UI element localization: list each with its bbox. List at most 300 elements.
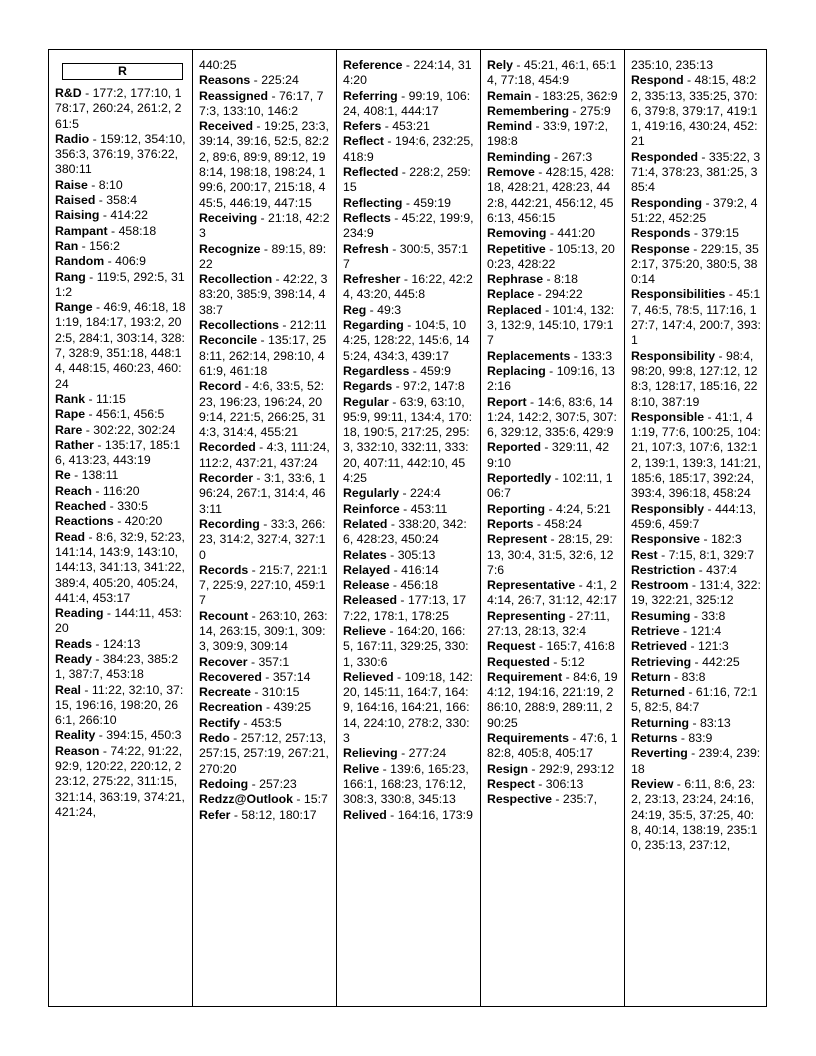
index-page-refs: 224:4 bbox=[409, 486, 441, 501]
index-page-refs: 164:16, 173:9 bbox=[397, 807, 473, 822]
index-term: Responsive bbox=[631, 532, 701, 547]
index-entry: Ran - 156:2 bbox=[55, 238, 120, 253]
index-entry: Raise - 8:10 bbox=[55, 177, 123, 192]
index-entry: Responding - 379:2, 451:22, 452:25 bbox=[631, 195, 758, 225]
index-entry bbox=[631, 58, 762, 73]
index-term: Record bbox=[199, 379, 242, 394]
index-entry: Redzz@Outlook - 15:7 bbox=[199, 792, 328, 807]
index-term: Raised bbox=[55, 193, 96, 208]
index-entry: Responded - 335:22, 371:4, 378:23, 381:25, 385:4 bbox=[631, 149, 761, 195]
index-entry: Rectify - 453:5 bbox=[199, 715, 282, 730]
index-entry: Recognize - 89:15, 89:22 bbox=[199, 241, 327, 271]
index-entry: Replaced - 101:4, 132:3, 132:9, 145:10, 179:17 bbox=[487, 302, 615, 348]
index-entry: Reflects - 45:22, 199:9, 234:9 bbox=[343, 210, 474, 241]
index-page-refs: 105:13, 200:23, 428:22 bbox=[487, 241, 615, 271]
index-term: Reporting bbox=[487, 501, 546, 516]
index-entry: Referring - 99:19, 106:24, 408:1, 444:17 bbox=[343, 88, 471, 118]
index-page-refs: 335:22, 371:4, 378:23, 381:25, 385:4 bbox=[631, 149, 761, 195]
index-term: Rely bbox=[487, 58, 513, 72]
index-page-refs: 159:12, 354:10, 356:3, 376:19, 376:22, 380:11 bbox=[55, 131, 186, 177]
index-term: Recreation bbox=[199, 700, 263, 715]
index-term: Retrieving bbox=[631, 654, 692, 669]
index-entry: Return - 83:8 bbox=[631, 669, 706, 684]
index-page-refs: 329:11, 429:10 bbox=[487, 440, 610, 470]
index-page-refs: 300:5, 357:17 bbox=[343, 241, 469, 271]
index-term: Rectify bbox=[199, 715, 241, 730]
index-page-refs: 379:2, 451:22, 452:25 bbox=[631, 195, 758, 225]
index-page-refs: 182:3 bbox=[710, 532, 742, 547]
index-term: Responding bbox=[631, 195, 703, 210]
index-entry: Repetitive - 105:13, 200:23, 428:22 bbox=[487, 241, 615, 271]
index-entry: Response - 229:15, 352:17, 375:20, 380:5, 380:14 bbox=[631, 241, 759, 287]
index-page-refs: 458:18 bbox=[118, 223, 157, 238]
index-page-refs: 420:20 bbox=[124, 514, 163, 529]
index-term: Rephrase bbox=[487, 272, 544, 287]
index-term: Responded bbox=[631, 149, 698, 164]
index-entry: Rephrase - 8:18 bbox=[487, 272, 578, 287]
index-page-refs: 45:22, 199:9, 234:9 bbox=[343, 210, 474, 241]
index-entry: Record - 4:6, 33:5, 52:23, 196:23, 196:24, 209:14, 221:5, 266:25, 314:3, 314:4, 455:21 bbox=[199, 379, 326, 440]
index-term: Refresher bbox=[343, 272, 401, 287]
index-term: Response bbox=[631, 241, 690, 256]
index-entry: Retrieving - 442:25 bbox=[631, 654, 740, 669]
index-term: Recover bbox=[199, 654, 248, 669]
index-page-refs: 305:13 bbox=[397, 547, 436, 562]
index-entry: Reflecting - 459:19 bbox=[343, 195, 452, 210]
index-page-refs: 406:9 bbox=[115, 254, 146, 269]
index-page-refs: 456:1, 456:5 bbox=[96, 407, 165, 422]
index-page-refs: 21:18, 42:23 bbox=[199, 210, 330, 241]
index-page-refs: 124:13 bbox=[102, 636, 141, 651]
index-entry: Request - 165:7, 416:8 bbox=[487, 639, 615, 654]
index-term: Reassigned bbox=[199, 88, 269, 103]
index-page-refs: 165:7, 416:8 bbox=[546, 639, 615, 654]
index-term: Relates bbox=[343, 547, 387, 562]
index-term: Replaced bbox=[487, 302, 542, 317]
index-entry: Reinforce - 453:11 bbox=[343, 501, 448, 516]
index-term: Release bbox=[343, 578, 390, 593]
index-entry: Report - 14:6, 83:6, 141:24, 142:2, 307:5, 307:6, 329:12, 335:6, 429:9 bbox=[487, 394, 617, 440]
index-entry: Representative - 4:1, 24:14, 26:7, 31:12, 42:17 bbox=[487, 578, 617, 608]
index-entry: Reconcile - 135:17, 258:11, 262:14, 298:10, 461:9, 461:18 bbox=[199, 333, 327, 378]
index-term: Reportedly bbox=[487, 471, 552, 486]
index-page-refs: 121:4 bbox=[690, 623, 722, 638]
index-page-refs: 74:22, 91:22, 92:9, 120:22, 220:12, 223:12, 275:22, 311:15, 321:14, 363:19, 374:21, 421:24, bbox=[55, 743, 185, 819]
index-page-refs: 139:6, 165:23, 166:1, 168:23, 176:12, 308:3, 330:8, 345:13 bbox=[343, 761, 469, 807]
index-page-refs: 459:19 bbox=[413, 195, 452, 210]
index-page-refs: 48:15, 48:22, 335:13, 335:25, 370:6, 379:8, 379:17, 419:11, 419:16, 430:24, 452:21 bbox=[631, 73, 758, 149]
index-entry: Recreation - 439:25 bbox=[199, 700, 312, 715]
index-page-refs: 45:17, 46:5, 78:5, 117:16, 127:7, 147:4, 200:7, 393:1 bbox=[631, 287, 761, 348]
index-page-refs: 98:4, 98:20, 99:8, 127:12, 128:3, 128:17, 185:16, 228:10, 387:19 bbox=[631, 348, 758, 409]
index-term: Retrieved bbox=[631, 639, 688, 654]
index-term: Reason bbox=[55, 743, 100, 758]
index-page-refs: 33:8 bbox=[701, 608, 726, 623]
index-column-2 bbox=[193, 50, 337, 1006]
index-entry: Read - 8:6, 32:9, 52:23, 141:14, 143:9, 143:10, 144:13, 341:13, 341:22, 389:4, 405:20, 405:24, 441:4, 453:17 bbox=[55, 529, 185, 605]
index-term: Reference bbox=[343, 58, 403, 72]
index-entry: Raised - 358:4 bbox=[55, 193, 138, 208]
index-page-refs: 4:6, 33:5, 52:23, 196:23, 196:24, 209:14, 221:5, 266:25, 314:3, 314:4, 455:21 bbox=[199, 379, 326, 440]
index-term: Recount bbox=[199, 608, 249, 623]
index-entry: Remove - 428:15, 428:18, 428:21, 428:23, 442:8, 442:21, 456:12, 456:13, 456:15 bbox=[487, 165, 615, 225]
index-page-refs: 357:1 bbox=[258, 654, 290, 669]
index-entry: Reassigned - 76:17, 77:3, 133:10, 146:2 bbox=[199, 88, 324, 118]
index-term: Responsible bbox=[631, 409, 705, 424]
index-page-refs: 4:1, 24:14, 26:7, 31:12, 42:17 bbox=[487, 578, 617, 608]
index-term: Reflect bbox=[343, 134, 385, 149]
index-page-refs: 229:15, 352:17, 375:20, 380:5, 380:14 bbox=[631, 241, 759, 287]
index-term: Replace bbox=[487, 287, 535, 302]
index-page-refs: 138:11 bbox=[81, 468, 119, 483]
index-term: Returns bbox=[631, 731, 678, 746]
index-term: Reinforce bbox=[343, 501, 400, 516]
index-term: Re bbox=[55, 468, 71, 483]
index-page-refs: 224:14, 314:20 bbox=[343, 58, 472, 88]
index-term: Respective bbox=[487, 792, 552, 807]
index-term: Represent bbox=[487, 532, 548, 547]
index-page-refs: 102:11, 106:7 bbox=[487, 471, 613, 501]
index-entry: Reporting - 4:24, 5:21 bbox=[487, 501, 611, 516]
index-entry: Release - 456:18 bbox=[343, 578, 439, 593]
index-page-refs: 444:13, 459:6, 459:7 bbox=[631, 501, 757, 531]
index-term: Regards bbox=[343, 379, 393, 394]
index-page-refs: 239:4, 239:18 bbox=[631, 746, 761, 776]
index-term: Reading bbox=[55, 606, 104, 621]
index-term: Related bbox=[343, 516, 388, 531]
index-page-refs: 330:5 bbox=[117, 499, 148, 514]
index-entry: Raising - 414:22 bbox=[55, 208, 148, 223]
index-term: Responsibly bbox=[631, 501, 705, 516]
index-entry: Records - 215:7, 221:17, 225:9, 227:10, 459:17 bbox=[199, 562, 328, 608]
index-page-refs: 104:5, 104:25, 128:22, 145:6, 145:24, 434:3, 439:17 bbox=[343, 318, 470, 363]
index-page-refs: 8:6, 32:9, 52:23, 141:14, 143:9, 143:10, 144:13, 341:13, 341:22, 389:4, 405:20, 405:24, 441:4, 453:17 bbox=[55, 529, 185, 605]
index-term: Reached bbox=[55, 499, 107, 514]
index-term: Random bbox=[55, 254, 105, 269]
index-page-refs: 41:1, 41:19, 77:6, 100:25, 104:21, 107:3, 107:6, 132:12, 139:1, 139:3, 141:21, 185:6, 185:17, 392:24, 393:4, 396:18, 458:24 bbox=[631, 409, 761, 501]
index-page-refs: 83:8 bbox=[681, 669, 706, 684]
index-page-refs: 416:14 bbox=[401, 562, 439, 577]
index-term: Reg bbox=[343, 302, 367, 317]
index-term: Regardless bbox=[343, 363, 410, 378]
index-entry: Responsibilities - 45:17, 46:5, 78:5, 117:16, 127:7, 147:4, 200:7, 393:1 bbox=[631, 287, 761, 348]
index-entry: Relates - 305:13 bbox=[343, 547, 436, 562]
index-page-refs: 15:7 bbox=[303, 792, 328, 807]
index-page-refs: 453:21 bbox=[392, 119, 430, 134]
index-entry: Regards - 97:2, 147:8 bbox=[343, 379, 465, 394]
index-page-refs: 116:20 bbox=[102, 483, 140, 498]
index-page-refs: 228:2, 259:15 bbox=[343, 165, 471, 195]
index-entry: Rest - 7:15, 8:1, 329:7 bbox=[631, 547, 755, 562]
index-page-refs: 101:4, 132:3, 132:9, 145:10, 179:17 bbox=[487, 302, 615, 348]
index-page-refs: 33:9, 197:2, 198:8 bbox=[487, 119, 608, 149]
index-entry: Responsibly - 444:13, 459:6, 459:7 bbox=[631, 501, 757, 531]
index-entry: Reads - 124:13 bbox=[55, 636, 141, 651]
index-term: Representative bbox=[487, 578, 576, 593]
index-term: Refresh bbox=[343, 241, 389, 256]
index-page-refs: 83:9 bbox=[688, 731, 713, 746]
index-page-refs: 306:13 bbox=[545, 776, 584, 791]
index-column-1 bbox=[49, 50, 193, 1006]
index-term: Records bbox=[199, 562, 249, 577]
index-entry: Redo - 257:12, 257:13, 257:15, 257:19, 267:21, 270:20 bbox=[199, 731, 329, 776]
index-term: Returned bbox=[631, 685, 685, 700]
index-entry: Responsibility - 98:4, 98:20, 99:8, 127:12, 128:3, 128:17, 185:16, 228:10, 387:19 bbox=[631, 348, 758, 409]
index-entry: Released - 177:13, 177:22, 178:1, 178:25 bbox=[343, 593, 467, 623]
index-entry: Remain - 183:25, 362:9 bbox=[487, 88, 618, 103]
index-entry: Regarding - 104:5, 104:25, 128:22, 145:6, 145:24, 434:3, 439:17 bbox=[343, 318, 470, 363]
index-term: Resuming bbox=[631, 608, 691, 623]
index-term: Rest bbox=[631, 547, 658, 562]
index-term: Reminding bbox=[487, 149, 551, 164]
index-page-refs: 394:15, 450:3 bbox=[106, 728, 182, 743]
index-term: Remembering bbox=[487, 103, 570, 118]
index-entry: Rang - 119:5, 292:5, 311:2 bbox=[55, 269, 185, 299]
index-entry: Redoing - 257:23 bbox=[199, 776, 297, 791]
index-term: Rather bbox=[55, 437, 94, 452]
index-page-refs: 89:15, 89:22 bbox=[199, 241, 327, 271]
index-entry: Reverting - 239:4, 239:18 bbox=[631, 746, 761, 776]
index-entry: Remembering - 275:9 bbox=[487, 103, 611, 118]
index-entry: Returning - 83:13 bbox=[631, 715, 731, 730]
index-page-refs: 257:12, 257:13, 257:15, 257:19, 267:21, 270:20 bbox=[199, 731, 329, 776]
index-entry: Requested - 5:12 bbox=[487, 654, 585, 669]
index-page-refs: 4:3, 111:24, 112:2, 437:21, 437:24 bbox=[199, 440, 330, 470]
index-page-refs: 14:6, 83:6, 141:24, 142:2, 307:5, 307:6, 329:12, 335:6, 429:9 bbox=[487, 394, 617, 440]
index-term: Repetitive bbox=[487, 241, 546, 256]
index-page-refs: 267:3 bbox=[561, 149, 593, 164]
index-entry: Ready - 384:23, 385:21, 387:7, 453:18 bbox=[55, 651, 179, 682]
index-term: Requested bbox=[487, 654, 550, 669]
index-entry: Review - 6:11, 8:6, 23:2, 23:13, 23:24, 24:16, 24:19, 35:5, 37:25, 40:8, 40:14, 138:19, 235:10, 235:13, 237:12, bbox=[631, 776, 758, 853]
index-column-3 bbox=[337, 50, 481, 1006]
index-term: Relayed bbox=[343, 562, 391, 577]
index-term: Ran bbox=[55, 238, 79, 253]
index-entry: Recorder - 3:1, 33:6, 196:24, 267:1, 314:4, 463:11 bbox=[199, 471, 326, 516]
index-entry: Respect - 306:13 bbox=[487, 776, 584, 791]
index-term: Report bbox=[487, 394, 527, 409]
index-term: Reflects bbox=[343, 210, 391, 225]
index-entry: Requirements - 47:6, 182:8, 405:8, 405:17 bbox=[487, 731, 618, 761]
index-entry: Requirement - 84:6, 194:12, 194:16, 221:19, 286:10, 288:9, 289:11, 290:25 bbox=[487, 669, 618, 730]
index-term: Replacing bbox=[487, 363, 546, 378]
index-term: Regularly bbox=[343, 486, 400, 501]
index-term: Reported bbox=[487, 440, 541, 455]
index-term: Respect bbox=[487, 776, 535, 791]
index-page-refs: 194:6, 232:25, 418:9 bbox=[343, 134, 474, 164]
index-entry: Reality - 394:15, 450:3 bbox=[55, 728, 182, 743]
index-term: Removing bbox=[487, 226, 547, 241]
index-entry: Refers - 453:21 bbox=[343, 119, 430, 134]
index-term: Rape bbox=[55, 407, 86, 422]
index-term: Reads bbox=[55, 636, 92, 651]
index-page-refs: 257:23 bbox=[259, 776, 297, 791]
index-page-refs: 215:7, 221:17, 225:9, 227:10, 459:17 bbox=[199, 562, 328, 608]
index-term: Relieving bbox=[343, 746, 398, 761]
index-entry: Responsible - 41:1, 41:19, 77:6, 100:25, 104:21, 107:3, 107:6, 132:12, 139:1, 139:3, 141:21, 185:6, 185:17, 392:24, 393:4, 396:18, 458:24 bbox=[631, 409, 761, 501]
index-page-refs: 28:15, 29:13, 30:4, 31:5, 32:6, 127:6 bbox=[487, 532, 614, 577]
index-page-refs: 338:20, 342:6, 428:23, 450:24 bbox=[343, 516, 467, 547]
index-page-refs: 97:2, 147:8 bbox=[403, 379, 465, 394]
index-column-5 bbox=[625, 50, 768, 1006]
index-term: Retrieve bbox=[631, 623, 680, 638]
index-page-refs: 5:12 bbox=[560, 654, 585, 669]
index-term: Resign bbox=[487, 761, 528, 776]
index-term: Reflecting bbox=[343, 195, 403, 210]
index-page-refs: 156:2 bbox=[89, 238, 120, 253]
index-page-refs: 6:11, 8:6, 23:2, 23:13, 23:24, 24:16, 24:19, 35:5, 37:25, 40:8, 40:14, 138:19, 235:10, 235:13, 237:12, bbox=[631, 776, 758, 853]
index-term: Redo bbox=[199, 731, 230, 746]
index-entry: Reports - 458:24 bbox=[487, 516, 583, 531]
index-entry: Refresher - 16:22, 42:24, 43:20, 445:8 bbox=[343, 272, 473, 302]
index-page-refs: 183:25, 362:9 bbox=[542, 88, 618, 103]
index-term: Restriction bbox=[631, 562, 696, 577]
index-page-refs: 83:13 bbox=[700, 715, 731, 730]
index-term: R&D bbox=[55, 86, 82, 100]
index-entry: Returned - 61:16, 72:15, 82:5, 84:7 bbox=[631, 685, 758, 715]
index-entry: Related - 338:20, 342:6, 428:23, 450:24 bbox=[343, 516, 467, 547]
index-page-refs: 121:3 bbox=[697, 639, 729, 654]
index-term: Read bbox=[55, 529, 86, 544]
index-page-refs: 358:4 bbox=[106, 193, 138, 208]
index-entry: Restriction - 437:4 bbox=[631, 562, 737, 577]
index-page-refs: 177:13, 177:22, 178:1, 178:25 bbox=[343, 593, 467, 623]
index-term: Redoing bbox=[199, 776, 249, 791]
index-term: Real bbox=[55, 682, 81, 697]
index-page-refs: 119:5, 292:5, 311:2 bbox=[55, 269, 185, 299]
index-entry: Resign - 292:9, 293:12 bbox=[487, 761, 615, 776]
index-term: Replacements bbox=[487, 348, 571, 363]
index-entry: Reach - 116:20 bbox=[55, 483, 140, 498]
index-page-refs: 8:10 bbox=[98, 177, 123, 192]
index-entry: Re - 138:11 bbox=[55, 468, 119, 483]
index-term: Reach bbox=[55, 483, 92, 498]
index-term: Ready bbox=[55, 651, 92, 666]
index-entry: Reactions - 420:20 bbox=[55, 514, 163, 529]
index-term: Raising bbox=[55, 208, 100, 223]
index-page-refs: 225:24 bbox=[261, 73, 299, 88]
index-page-refs: 76:17, 77:3, 133:10, 146:2 bbox=[199, 88, 324, 118]
index-page-refs: 16:22, 42:24, 43:20, 445:8 bbox=[343, 272, 473, 302]
index-term: Rare bbox=[55, 422, 83, 437]
index-entry: Respective - 235:7, bbox=[487, 792, 598, 807]
index-entry: R&D - 177:2, 177:10, 178:17, 260:24, 261:2, 261:5 bbox=[55, 86, 182, 131]
index-term: Remind bbox=[487, 119, 533, 134]
index-page-refs: 8:18 bbox=[553, 272, 578, 287]
index-page-refs: 442:25 bbox=[702, 654, 740, 669]
index-entry: Relieved - 109:18, 142:20, 145:11, 164:7, 164:9, 164:16, 164:21, 166:14, 224:10, 278:2, 330:3 bbox=[343, 669, 473, 746]
index-page-refs: 177:2, 177:10, 178:17, 260:24, 261:2, 261:5 bbox=[55, 86, 182, 131]
index-entry: Responsive - 182:3 bbox=[631, 532, 742, 547]
index-page-refs: 42:22, 383:20, 385:9, 398:14, 438:7 bbox=[199, 272, 328, 317]
index-page-refs: 441:20 bbox=[557, 226, 596, 241]
index-entry: Reached - 330:5 bbox=[55, 499, 148, 514]
index-term: Remove bbox=[487, 165, 535, 180]
index-page-refs: 46:9, 46:18, 181:19, 184:17, 193:2, 202:5, 284:1, 303:14, 328:7, 328:9, 351:18, 448:14, 448:15, 460:23, 460:24 bbox=[55, 300, 186, 391]
index-term: Rang bbox=[55, 269, 86, 284]
index-term: Refers bbox=[343, 119, 382, 134]
index-term: Relived bbox=[343, 807, 387, 822]
index-entry: Relieve - 164:20, 166:5, 167:11, 329:25, 330:1, 330:6 bbox=[343, 623, 469, 669]
index-page-refs: 133:3 bbox=[581, 348, 613, 363]
index-entry: Rank - 11:15 bbox=[55, 391, 126, 406]
index-entry: Respond - 48:15, 48:22, 335:13, 335:25, 370:6, 379:8, 379:17, 419:11, 419:16, 430:24, 452:21 bbox=[631, 73, 758, 149]
index-page-refs: 263:10, 263:14, 263:15, 309:1, 309:3, 309:9, 309:14 bbox=[199, 608, 328, 654]
index-page-refs: 131:4, 322:19, 322:21, 325:12 bbox=[631, 578, 761, 608]
index-page-refs: 440:25 bbox=[199, 58, 237, 72]
index-term: Reflected bbox=[343, 165, 399, 180]
index-entry: Representing - 27:11, 27:13, 28:13, 32:4 bbox=[487, 608, 610, 638]
index-entry: Recovered - 357:14 bbox=[199, 669, 311, 684]
index-page-refs: 275:9 bbox=[579, 103, 611, 118]
index-page-refs: 7:15, 8:1, 329:7 bbox=[668, 547, 755, 562]
index-page-refs: 3:1, 33:6, 196:24, 267:1, 314:4, 463:11 bbox=[199, 471, 326, 516]
index-entry bbox=[199, 58, 330, 73]
index-entry: Resuming - 33:8 bbox=[631, 608, 726, 623]
index-page-refs: 235:7, bbox=[562, 792, 598, 807]
index-term: Responsibility bbox=[631, 348, 716, 363]
index-page-refs: 459:9 bbox=[420, 363, 452, 378]
index-term: Request bbox=[487, 639, 536, 654]
index-entry: Radio - 159:12, 354:10, 356:3, 376:19, 376:22, 380:11 bbox=[55, 131, 186, 177]
index-term: Review bbox=[631, 776, 674, 791]
index-term: Reconcile bbox=[199, 333, 258, 348]
index-page-refs: 439:25 bbox=[273, 700, 312, 715]
index-entry: Recollections - 212:11 bbox=[199, 318, 327, 333]
index-entry: Replacements - 133:3 bbox=[487, 348, 613, 363]
index-term: Recreate bbox=[199, 685, 251, 700]
index-page-frame bbox=[48, 49, 767, 1007]
index-term: Reverting bbox=[631, 746, 688, 761]
index-page-refs: 99:19, 106:24, 408:1, 444:17 bbox=[343, 88, 471, 118]
index-term: Referring bbox=[343, 88, 398, 103]
index-page-refs: 414:22 bbox=[110, 208, 148, 223]
index-entry: Rampant - 458:18 bbox=[55, 223, 157, 238]
index-entry: Regardless - 459:9 bbox=[343, 363, 452, 378]
index-entry: Regularly - 224:4 bbox=[343, 486, 441, 501]
index-entry: Reportedly - 102:11, 106:7 bbox=[487, 471, 613, 501]
index-term: Reactions bbox=[55, 514, 114, 529]
index-page-refs: 135:17, 258:11, 262:14, 298:10, 461:9, 461:18 bbox=[199, 333, 327, 378]
index-page-refs: 302:22, 302:24 bbox=[93, 422, 176, 437]
index-page-refs: 61:16, 72:15, 82:5, 84:7 bbox=[631, 685, 758, 715]
index-page-refs: 109:16, 132:16 bbox=[487, 363, 615, 394]
index-term: Returning bbox=[631, 715, 690, 730]
index-page-refs: 164:20, 166:5, 167:11, 329:25, 330:1, 330:6 bbox=[343, 623, 469, 669]
index-page-refs: 294:22 bbox=[545, 287, 583, 302]
index-page-refs: 11:22, 32:10, 37:15, 196:16, 198:20, 266:1, 266:10 bbox=[55, 682, 184, 728]
index-term: Reality bbox=[55, 728, 96, 743]
index-entry: Recording - 33:3, 266:23, 314:2, 327:4, 327:10 bbox=[199, 516, 326, 562]
index-entry: Rely - 45:21, 46:1, 65:14, 77:18, 454:9 bbox=[487, 58, 617, 88]
index-page-refs: 33:3, 266:23, 314:2, 327:4, 327:10 bbox=[199, 516, 326, 562]
section-letter-heading: R bbox=[62, 63, 183, 80]
index-term: Receiving bbox=[199, 210, 258, 225]
index-entry: Refresh - 300:5, 357:17 bbox=[343, 241, 469, 271]
index-page-refs: 212:11 bbox=[289, 318, 327, 333]
index-page-refs: 49:3 bbox=[377, 302, 402, 317]
index-page-refs: 310:15 bbox=[261, 685, 300, 700]
index-page-refs: 109:18, 142:20, 145:11, 164:7, 164:9, 164:16, 164:21, 166:14, 224:10, 278:2, 330:3 bbox=[343, 669, 473, 746]
index-entry: Retrieved - 121:3 bbox=[631, 639, 729, 654]
index-page-refs: 27:11, 27:13, 28:13, 32:4 bbox=[487, 608, 610, 638]
index-term: Recording bbox=[199, 516, 260, 531]
index-term: Return bbox=[631, 669, 671, 684]
index-term: Rampant bbox=[55, 223, 108, 238]
index-entry: Receiving - 21:18, 42:23 bbox=[199, 210, 330, 241]
index-term: Restroom bbox=[631, 578, 689, 593]
index-entry: Reg - 49:3 bbox=[343, 302, 402, 317]
